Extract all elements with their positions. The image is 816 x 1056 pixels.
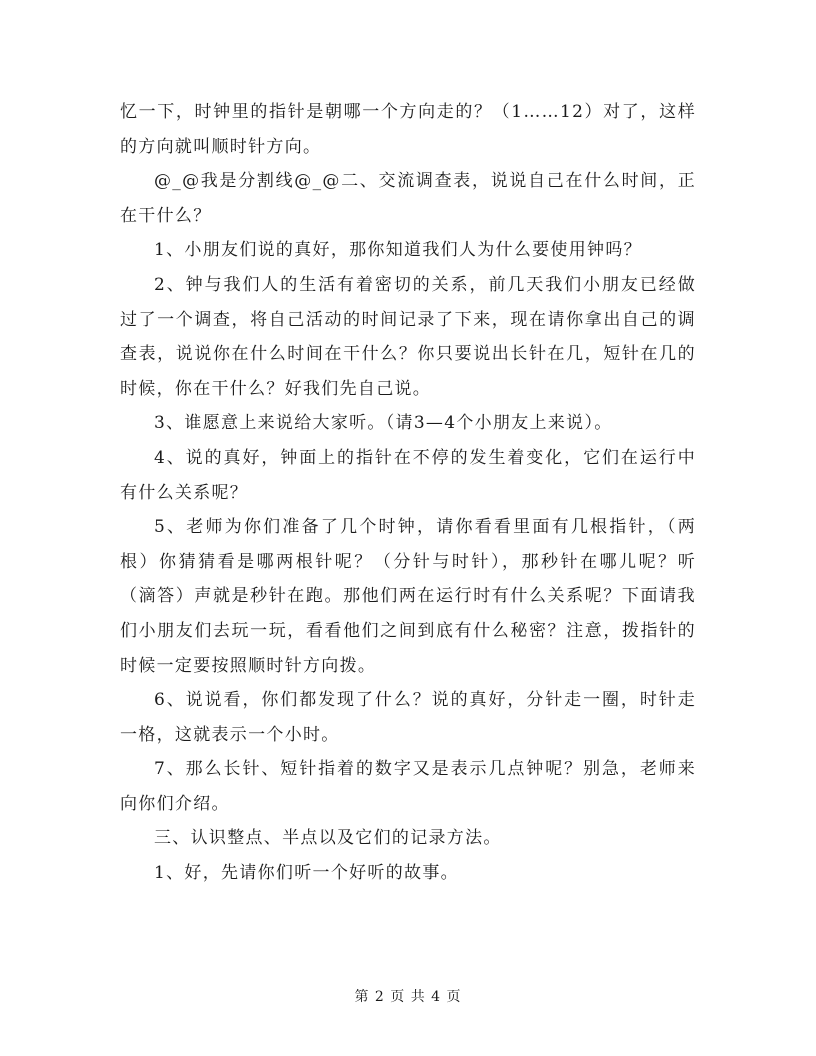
paragraph-section-two: @_@我是分割线@_@二、交流调查表，说说自己在什么时间，正在干什么？ bbox=[120, 171, 696, 226]
paragraph-item-7: 7、那么长针、短针指着的数字又是表示几点钟呢？别急，老师来向你们介绍。 bbox=[120, 759, 696, 814]
paragraph-item-1: 1、小朋友们说的真好，那你知道我们人为什么要使用钟吗？ bbox=[154, 240, 642, 261]
paragraph-section-three-item-1: 1、好，先请你们听一个好听的故事。 bbox=[154, 863, 459, 884]
document-body bbox=[120, 95, 696, 891]
paragraph-section-three: 三、认识整点、半点以及它们的记录方法。 bbox=[154, 828, 502, 849]
paragraph-continuation: 忆一下，时钟里的指针是朝哪一个方向走的？（1……12）对了，这样的方向就叫顺时针方向。 bbox=[120, 102, 696, 157]
paragraph-item-4: 4、说的真好，钟面上的指针在不停的发生着变化，它们在运行中有什么关系呢？ bbox=[120, 447, 696, 503]
paragraph-item-3: 3、谁愿意上来说给大家听。（请3—4个小朋友上来说）。 bbox=[154, 413, 613, 434]
paragraph-item-5: 5、老师为你们准备了几个时钟，请你看看里面有几根指针，（两根）你猜猜看是哪两根针呢？（分针与时针），那秒针在哪儿呢？听（滴答）声就是秒针在跑。那他们两在运行时有什么关系呢？下面请我们小朋友们去玩一玩，看看他们之间到底有什么秘密？注意，拨指针的时候一定要按照顺时针方向拨。 bbox=[120, 517, 696, 676]
paragraph-item-2: 2、钟与我们人的生活有着密切的关系，前几天我们小朋友已经做过了一个调查，将自己活动的时间记录了下来，现在请你拿出自己的调查表，说说你在什么时间在干什么？你只要说出长针在几，短针在几的时候，你在干什么？好我们先自己说。 bbox=[120, 274, 696, 399]
paragraph-item-6: 6、说说看，你们都发现了什么？说的真好，分针走一圈，时针走一格，这就表示一个小时。 bbox=[120, 690, 696, 745]
page-number-footer: 第 2 页 共 4 页 bbox=[354, 989, 462, 1005]
